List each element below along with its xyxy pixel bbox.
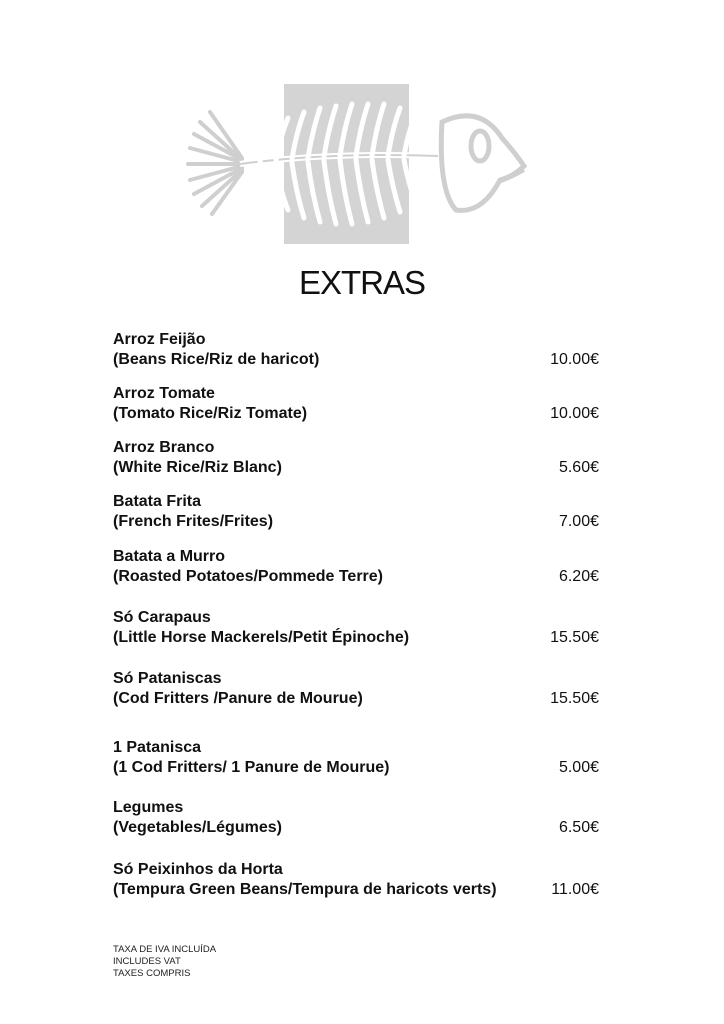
tax-note bbox=[113, 944, 216, 980]
item-name: Só Peixinhos da Horta bbox=[113, 861, 283, 878]
item-price: 6.50€ bbox=[558, 819, 599, 836]
item-description: (French Frites/Frites) bbox=[113, 513, 274, 530]
fish-skeleton-logo bbox=[180, 82, 530, 252]
item-price: 15.50€ bbox=[550, 629, 599, 646]
item-price: 6.20€ bbox=[558, 568, 599, 585]
menu-item bbox=[113, 330, 599, 370]
menu-item bbox=[113, 798, 599, 838]
item-name: Arroz Tomate bbox=[113, 385, 215, 402]
item-description: (White Rice/Riz Blanc) bbox=[113, 459, 282, 476]
item-price: 10.00€ bbox=[550, 351, 599, 368]
item-name: Arroz Feijão bbox=[113, 331, 206, 348]
menu-item bbox=[113, 492, 599, 532]
menu-item bbox=[113, 669, 599, 709]
item-name: Legumes bbox=[113, 799, 184, 816]
item-description: (Cod Fritters /Panure de Mourue) bbox=[113, 690, 363, 707]
item-description: (1 Cod Fritters/ 1 Panure de Mourue) bbox=[113, 759, 390, 776]
item-price: 11.00€ bbox=[551, 881, 599, 898]
fish-skeleton-icon bbox=[180, 82, 530, 252]
item-description: (Roasted Potatoes/Pommede Terre) bbox=[113, 568, 383, 585]
item-price: 5.60€ bbox=[558, 459, 599, 476]
tax-note-line: TAXES COMPRIS bbox=[113, 968, 191, 979]
item-price: 10.00€ bbox=[550, 405, 599, 422]
menu-item bbox=[113, 860, 599, 900]
item-name: Batata a Murro bbox=[113, 548, 226, 565]
item-price: 15.50€ bbox=[550, 690, 599, 707]
menu-item bbox=[113, 384, 599, 424]
item-description: (Beans Rice/Riz de haricot) bbox=[113, 351, 320, 368]
item-price: 7.00€ bbox=[558, 513, 599, 530]
menu-item bbox=[113, 738, 599, 778]
menu-item bbox=[113, 438, 599, 478]
item-description: (Vegetables/Légumes) bbox=[113, 819, 282, 836]
item-description: (Little Horse Mackerels/Petit Épinoche) bbox=[113, 629, 410, 646]
page-title: EXTRAS bbox=[298, 264, 426, 301]
item-name: Só Carapaus bbox=[113, 609, 211, 626]
item-price: 5.00€ bbox=[558, 759, 599, 776]
item-name: 1 Patanisca bbox=[113, 739, 202, 756]
item-description: (Tomato Rice/Riz Tomate) bbox=[113, 405, 308, 422]
item-name: Só Pataniscas bbox=[113, 670, 222, 687]
item-name: Batata Frita bbox=[113, 493, 202, 510]
tax-note-line: TAXA DE IVA INCLUÍDA bbox=[113, 944, 217, 955]
item-description: (Tempura Green Beans/Tempura de haricots verts) bbox=[113, 881, 497, 898]
menu-item bbox=[113, 547, 599, 587]
item-name: Arroz Branco bbox=[113, 439, 215, 456]
tax-note-line: INCLUDES VAT bbox=[113, 956, 181, 967]
menu-item bbox=[113, 608, 599, 648]
